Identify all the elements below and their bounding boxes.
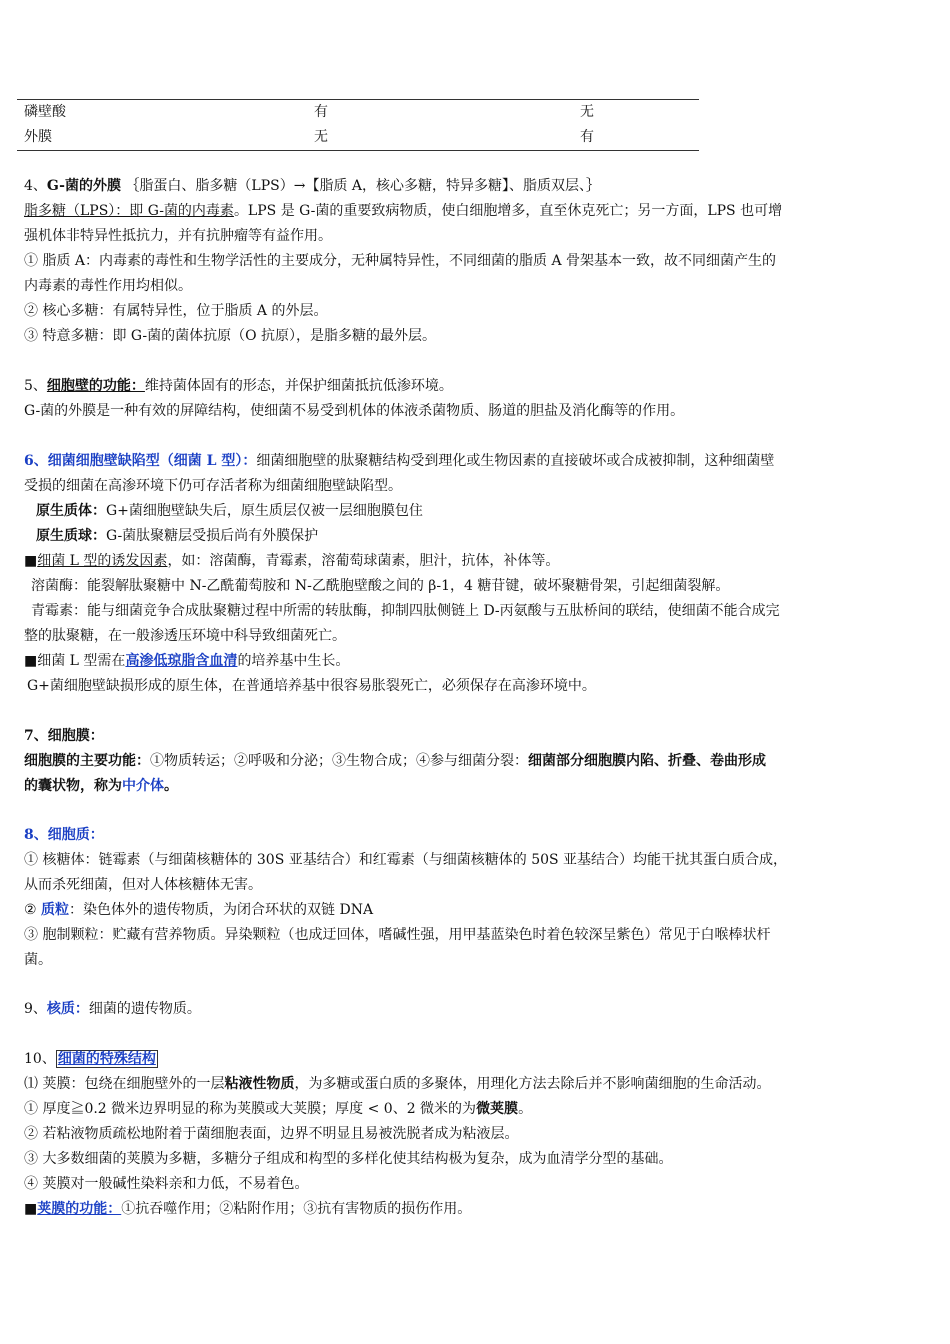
table-row [17, 100, 699, 125]
section-title: G-菌的外膜 [46, 178, 121, 194]
table-cell: 无 [314, 129, 328, 145]
underlined-term: 脂多糖（LPS）：即 G-菌的内毒素 [24, 203, 234, 219]
section-number: 4、 [24, 178, 47, 194]
section-number: 5、 [24, 378, 47, 394]
paragraph: 溶菌酶：能裂解肽聚糖中 N-乙酰葡萄胺和 N-乙酰胞壁酸之间的 β-1，4 糖苷键，破坏聚糖骨架，引起细菌裂解。 [31, 578, 730, 594]
underlined-term: 细菌 L 型的诱发因素 [37, 553, 168, 569]
term: 细胞膜的主要功能： [24, 753, 150, 769]
section-text: 维持菌体固有的形态，并保护细菌抵抗低渗环境。 [144, 378, 453, 394]
section-7-heading: 7、细胞膜： [24, 728, 104, 744]
table-cell: 无 [580, 104, 594, 120]
section-title: 细菌的特殊结构 [57, 1051, 156, 1067]
bold-text: 粘液性物质 [224, 1076, 295, 1092]
paragraph: 强机体非特异性抵抗力，并有抗肿瘤等有益作用。 [24, 228, 332, 244]
paragraph-text: 。LPS 是 G-菌的重要致病物质，使白细胞增多，直至休克死亡；另一方面，LPS 也可增 [233, 203, 783, 219]
table-cell: 外膜 [24, 129, 52, 145]
list-item [24, 1072, 928, 1097]
list-item: 从而杀死细菌，但对人体核糖体无害。 [24, 877, 262, 893]
paragraph-text: 的培养基中生长。 [237, 653, 350, 669]
list-item: 菌。 [24, 952, 52, 968]
bullet-square: ■ [24, 553, 38, 569]
list-item [24, 898, 928, 923]
paragraph-text: ①抗吞噬作用；②粘附作用；③抗有害物质的损伤作用。 [121, 1201, 472, 1217]
paragraph-text: 。 [518, 1101, 533, 1117]
bold-text: 细菌部分细胞膜内陷、折叠、卷曲形成 [528, 753, 766, 769]
section-title: 核质： [46, 1001, 89, 1017]
list-item: ② 核心多糖：有属特异性，位于脂质 A 的外层。 [24, 303, 328, 319]
section-text: 细菌的遗传物质。 [88, 1001, 201, 1017]
capsule-function [24, 1197, 928, 1222]
paragraph-text: ，如：溶菌酶，青霉素，溶葡萄球菌素，胆汁，抗体，补体等。 [167, 553, 560, 569]
section-title: 细胞壁的功能： [46, 378, 145, 394]
paragraph-text: ■细菌 L 型需在 [24, 653, 126, 669]
comparison-table [17, 99, 699, 151]
section-title: 6、细菌细胞壁缺陷型（细菌 L 型）： [24, 453, 257, 469]
paragraph [24, 774, 928, 799]
table-cell: 有 [580, 129, 594, 145]
highlighted-term: 高渗低琼脂含血清 [125, 653, 238, 669]
bold-text: 微荚膜 [476, 1101, 519, 1117]
definition-protoplast [36, 499, 940, 524]
paragraph-text: ，为多糖或蛋白质的多聚体，用理化方法去除后并不影响菌细胞的生命活动。 [294, 1076, 771, 1092]
section-9-heading [24, 997, 928, 1022]
term: 原生质体： [36, 503, 106, 519]
term: 原生质球： [36, 528, 106, 544]
section-number: 10、 [24, 1051, 56, 1067]
section-6-heading [24, 449, 928, 474]
section-text: ｛脂蛋白、脂多糖（LPS）→【脂质 A，核心多糖，特异多糖】、脂质双层、｝ [125, 178, 601, 194]
paragraph: 受损的细菌在高渗环境下仍可存活者称为细菌细胞壁缺陷型。 [24, 478, 402, 494]
paragraph: G+菌细胞壁缺损形成的原生体，在普通培养基中很容易胀裂死亡，必须保存在高渗环境中。 [27, 678, 596, 694]
highlighted-term: 荚膜的功能： [37, 1201, 122, 1217]
list-item: ③ 特意多糖：即 G-菌的菌体抗原（O 抗原），是脂多糖的最外层。 [24, 328, 437, 344]
table-cell: 磷壁酸 [24, 104, 66, 120]
section-number: 9、 [24, 1001, 47, 1017]
list-item [24, 1097, 928, 1122]
paragraph [24, 199, 928, 224]
definition: G-菌肽聚糖层受损后尚有外膜保护 [106, 528, 319, 544]
list-marker: ② [24, 902, 42, 918]
section-4-heading [24, 174, 928, 199]
highlighted-term: 中介体 [122, 778, 164, 794]
paragraph-text: ：染色体外的遗传物质，为闭合环状的双链 DNA [69, 902, 374, 918]
definition: G+菌细胞壁缺失后，原生质层仅被一层细胞膜包住 [106, 503, 423, 519]
paragraph-text: ① 厚度≧0.2 微米边界明显的称为荚膜或大荚膜；厚度 < 0、2 微米的为 [24, 1101, 477, 1117]
bold-text: 。 [164, 778, 178, 794]
paragraph [24, 749, 928, 774]
growth-condition [24, 649, 928, 674]
list-item: ① 脂质 A：内毒素的毒性和生物学活性的主要成分，无种属特异性，不同细菌的脂质 A 骨架基本一致，故不同细菌产生的 [24, 253, 777, 269]
paragraph: G-菌的外膜是一种有效的屏障结构，使细菌不易受到机体的体液杀菌物质、肠道的胆盐及消化酶等的作用。 [24, 403, 685, 419]
bold-text: 的囊状物，称为 [24, 778, 122, 794]
section-5-heading [24, 374, 928, 399]
paragraph: 青霉素：能与细菌竞争合成肽聚糖过程中所需的转肽酶，抑制四肽侧链上 D-丙氨酸与五肽桥间的联结，使细菌不能合成完 [31, 603, 780, 619]
section-10-heading [24, 1047, 928, 1072]
paragraph-text: ⑴ 荚膜：包绕在细胞壁外的一层 [24, 1076, 225, 1092]
highlighted-term: 质粒 [41, 902, 70, 918]
paragraph-text: ①物质转运；②呼吸和分泌；③生物合成；④参与细菌分裂： [150, 753, 528, 769]
list-item: ② 若粘液物质疏松地附着于菌细胞表面，边界不明显且易被洗脱者成为粘液层。 [24, 1126, 519, 1142]
list-item: ③ 胞制颗粒：贮藏有营养物质。异染颗粒（也成迂回体，嗜碱性强，用甲基蓝染色时着色较深呈紫色）常见于白喉棒状杆 [24, 927, 771, 943]
bullet-square: ■ [24, 1201, 38, 1217]
section-text: 细菌细胞壁的肽聚糖结构受到理化或生物因素的直接破坏或合成被抑制，这种细菌壁 [256, 453, 775, 469]
list-item: ③ 大多数细菌的荚膜为多糖，多糖分子组成和构型的多样化使其结构极为复杂，成为血清学分型的基础。 [24, 1151, 673, 1167]
paragraph: 整的肽聚糖，在一般渗透压环境中科导致细菌死亡。 [24, 628, 346, 644]
table-cell: 有 [314, 104, 328, 120]
list-item: ① 核糖体：链霉素（与细菌核糖体的 30S 亚基结合）和红霉素（与细菌核糖体的 50S 亚基结合）均能干扰其蛋白质合成， [24, 852, 788, 868]
list-item: 内毒素的毒性作用均相似。 [24, 278, 192, 294]
inducing-factors [24, 549, 928, 574]
table-row [17, 125, 699, 150]
section-8-heading: 8、细胞质： [24, 827, 104, 843]
list-item: ④ 荚膜对一般碱性染料亲和力低，不易着色。 [24, 1176, 309, 1192]
definition-spheroplast [36, 524, 940, 549]
